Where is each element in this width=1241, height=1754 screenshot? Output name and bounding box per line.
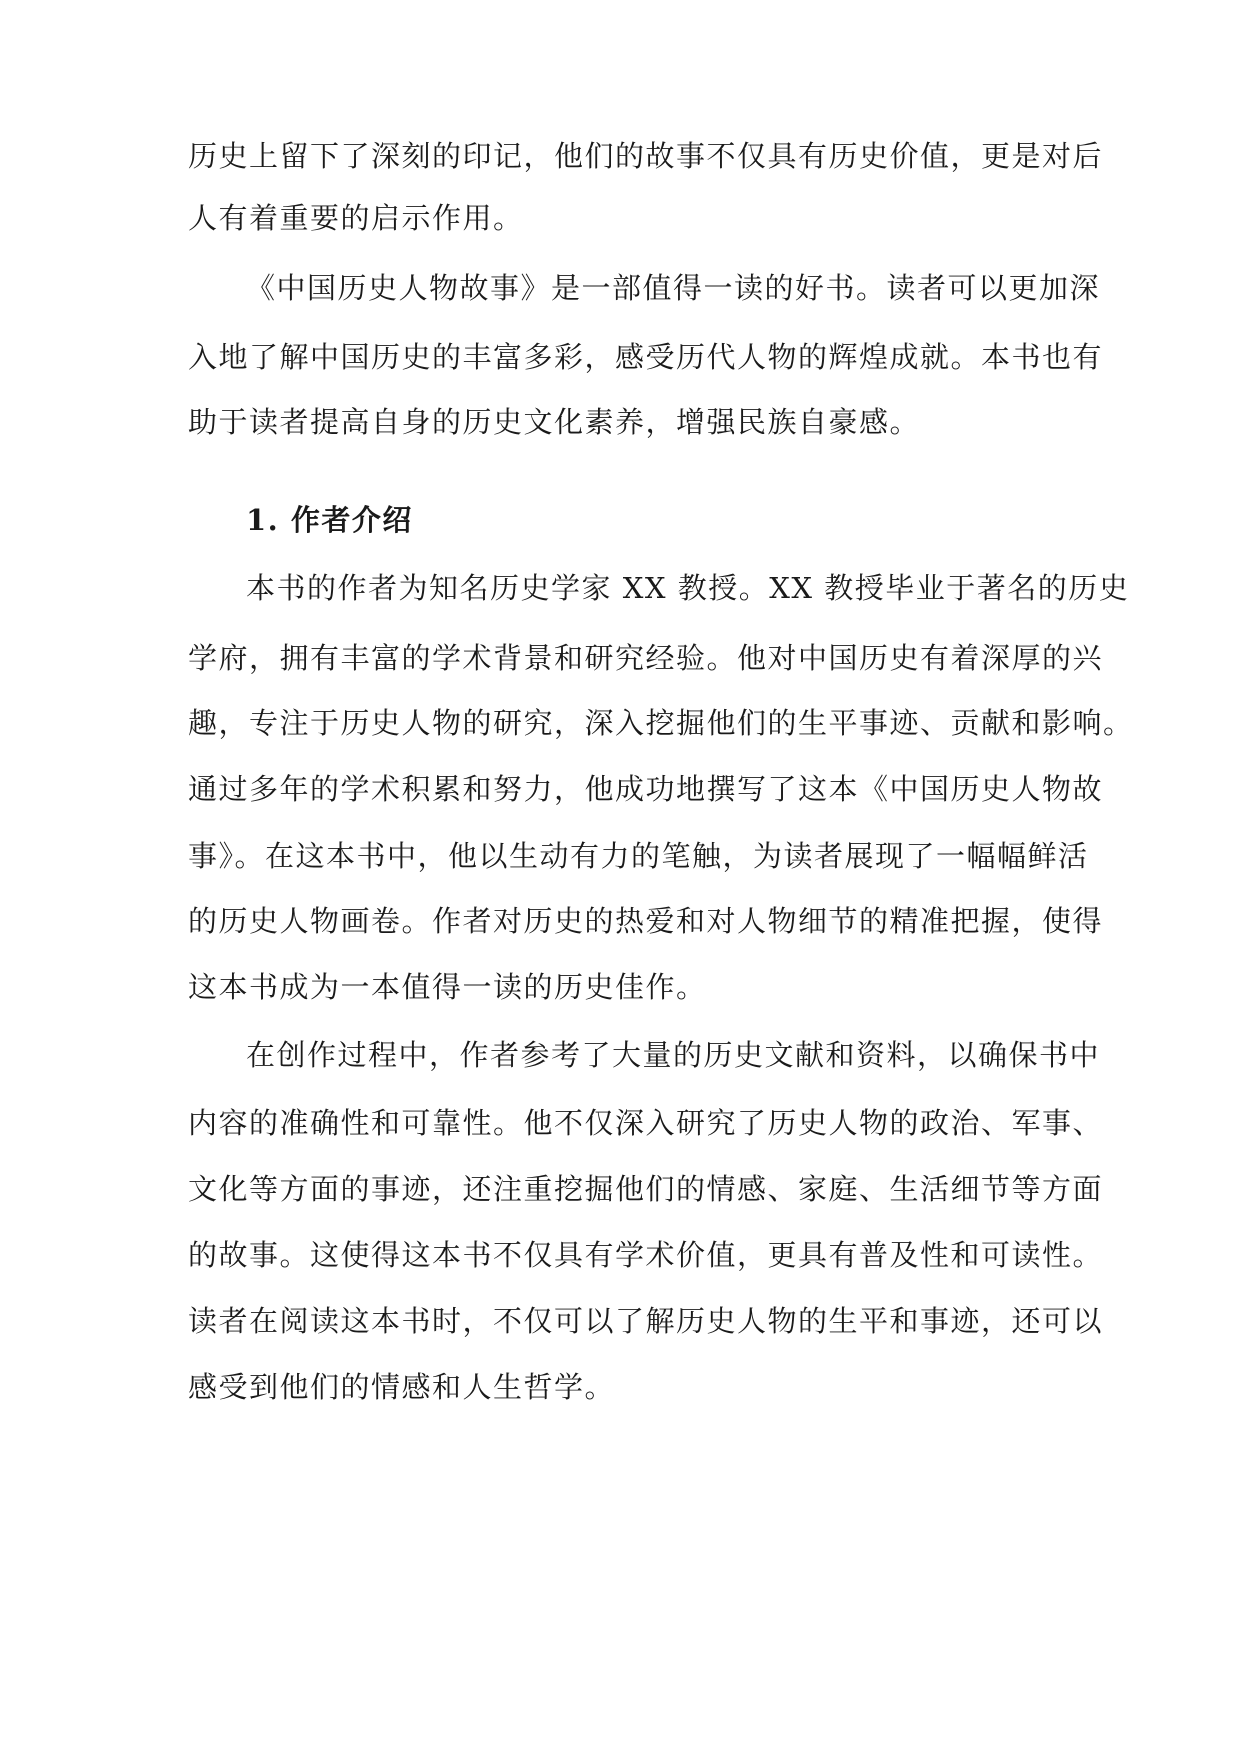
paragraph-line: 《中国历史人物故事》是一部值得一读的好书。读者可以更加深 [246,271,1101,305]
paragraph-line: 入地了解中国历史的丰富多彩，感受历代人物的辉煌成就。本书也有 [188,340,1104,374]
paragraph-line: 内容的准确性和可靠性。他不仅深入研究了历史人物的政治、军事、 [188,1106,1104,1140]
paragraph-line: 趣，专注于历史人物的研究，深入挖掘他们的生平事迹、贡献和影响。 [188,706,1134,740]
paragraph-line: 人有着重要的启示作用。 [188,201,524,235]
paragraph-line: 学府，拥有丰富的学术背景和研究经验。他对中国历史有着深厚的兴 [188,641,1104,675]
paragraph-line: 这本书成为一本值得一读的历史佳作。 [188,970,707,1004]
section-heading: 1. 作者介绍 [246,503,413,537]
paragraph-line: 读者在阅读这本书时，不仅可以了解历史人物的生平和事迹，还可以 [188,1304,1104,1338]
paragraph-line: 感受到他们的情感和人生哲学。 [188,1370,616,1404]
paragraph-line: 助于读者提高自身的历史文化素养，增强民族自豪感。 [188,405,921,439]
paragraph-line: 事》。在这本书中，他以生动有力的笔触，为读者展现了一幅幅鲜活 [188,839,1089,873]
paragraph-line: 的故事。这使得这本书不仅具有学术价值，更具有普及性和可读性。 [188,1238,1104,1272]
paragraph-line: 通过多年的学术积累和努力，他成功地撰写了这本《中国历史人物故 [188,772,1104,806]
paragraph-line: 文化等方面的事迹，还注重挖掘他们的情感、家庭、生活细节等方面 [188,1172,1104,1206]
paragraph-line: 在创作过程中，作者参考了大量的历史文献和资料，以确保书中 [246,1038,1101,1072]
paragraph-line: 本书的作者为知名历史学家 XX 教授。XX 教授毕业于著名的历史 [246,571,1130,605]
paragraph-line: 历史上留下了深刻的印记，他们的故事不仅具有历史价值，更是对后 [188,139,1104,173]
paragraph-line: 的历史人物画卷。作者对历史的热爱和对人物细节的精准把握，使得 [188,904,1104,938]
